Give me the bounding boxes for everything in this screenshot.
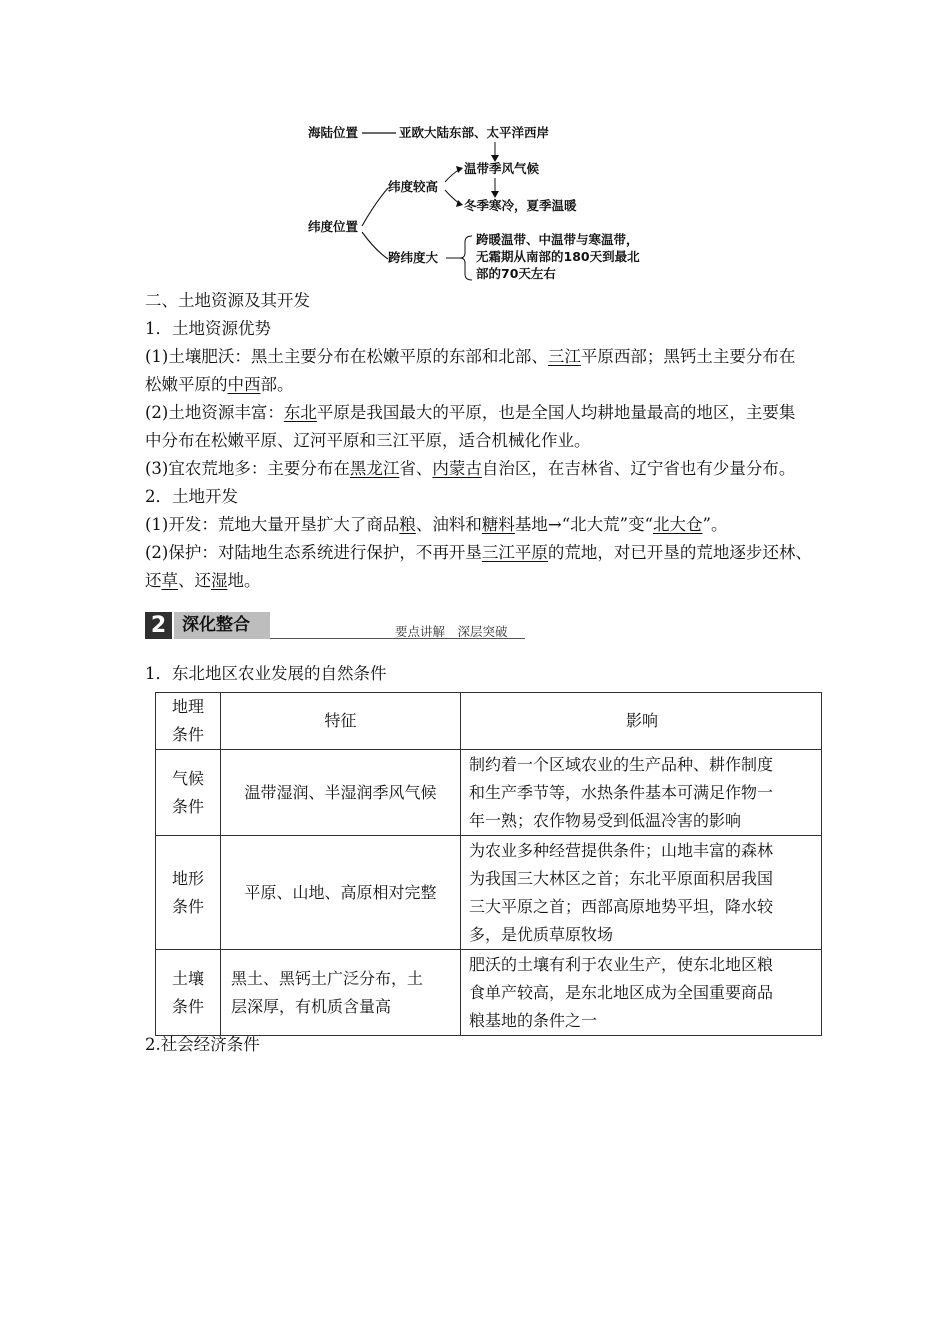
banner-number: 2: [145, 612, 172, 639]
subheading-land-advantages: 1．土地资源优势: [145, 319, 271, 338]
span-desc-line-1: 跨暖温带、中温带与寒温带，: [476, 232, 639, 247]
banner-title: 深化整合: [174, 612, 270, 639]
winter-summer-label: 冬季寒冷，夏季温暖: [464, 198, 577, 213]
header-cell-feature: 特征: [221, 693, 461, 750]
curly-brace: [460, 236, 472, 280]
latitude-position-label: 纬度位置: [308, 219, 359, 234]
answer-blank: 北大仓: [653, 515, 703, 534]
branch-lower: [362, 232, 388, 259]
table-row: [156, 750, 822, 836]
row-label-cell: 土壤 条件: [156, 950, 221, 1036]
feature-cell: 黑土、黑钙土广泛分布，土 层深厚，有机质含量高: [221, 950, 461, 1036]
paragraph-soil-fertile-line-1: (1)土壤肥沃：黑土主要分布在松嫩平原的东部和北部、三江平原西部；黑钙土主要分布在: [145, 347, 796, 366]
temperate-monsoon-label: 温带季风气候: [464, 161, 540, 176]
paragraph-land-rich-line-2: 中分布在松嫩平原、辽河平原和三江平原，适合机械化作业。: [145, 431, 591, 450]
answer-blank: 草: [161, 571, 178, 590]
row-label-cell: 气候 条件: [156, 750, 221, 836]
table-header-row: [156, 693, 822, 750]
answer-blank: 中西: [227, 375, 261, 394]
answer-blank: 黑龙江: [349, 459, 400, 478]
paragraph-protection-line-2: 还草、还湿地。: [145, 571, 261, 590]
answer-blank: 三江平原: [481, 543, 548, 562]
paragraph-land-rich-line-1: (2)土地资源丰富：东北平原是我国最大的平原，也是全国人均耕地量最高的地区，主要集: [145, 403, 796, 422]
table-row: [156, 836, 822, 950]
answer-blank: 内蒙古: [432, 459, 482, 478]
answer-blank: 三江: [547, 347, 581, 366]
natural-conditions-table: [155, 692, 822, 1036]
feature-cell: 平原、山地、高原相对完整: [221, 836, 461, 950]
location-diagram: [300, 118, 660, 288]
span-desc-line-3: 部的70天左右: [476, 266, 556, 281]
answer-blank: 湿: [211, 571, 228, 590]
paragraph-protection-line-1: (2)保护：对陆地生态系统进行保护，不再开垦三江平原的荒地，对已开垦的荒地逐步还林、: [145, 543, 812, 562]
impact-cell: 为农业多种经营提供条件；山地丰富的森林 为我国三大林区之首；东北平原面积居我国 三大平原之首；西部高原地势平坦，降水较 多，是优质草原牧场: [461, 836, 822, 950]
next-section-caption: 2.社会经济条件: [145, 1035, 260, 1054]
section-heading: 二、土地资源及其开发: [145, 291, 310, 310]
paragraph-soil-fertile-line-2: 松嫩平原的中西部。: [145, 375, 294, 394]
banner-subtitle: 要点讲解 深层突破: [395, 624, 508, 639]
answer-blank: 糖料: [481, 515, 515, 534]
sea-land-position-label: 海陆位置: [308, 125, 359, 140]
table-caption: 1．东北地区农业发展的自然条件: [145, 664, 387, 683]
paragraph-wasteland: (3)宜农荒地多：主要分布在黑龙江省、内蒙古自治区，在吉林省、辽宁省也有少量分布。: [145, 459, 796, 478]
row-label-cell: 地形 条件: [156, 836, 221, 950]
branch-upper: [362, 188, 388, 226]
sea-land-desc: 亚欧大陆东部、太平洋西岸: [399, 125, 550, 140]
feature-cell: 温带湿润、半湿润季风气候: [221, 750, 461, 836]
impact-cell: 肥沃的土壤有利于农业生产，使东北地区粮 食单产较高，是东北地区成为全国重要商品 粮基地的条件之一: [461, 950, 822, 1036]
arrowhead-3: [456, 166, 463, 173]
answer-blank: 粮: [399, 515, 416, 534]
impact-cell: 制约着一个区域农业的生产品种、耕作制度 和生产季节等，水热条件基本可满足作物一 年一熟；农作物易受到低温冷害的影响: [461, 750, 822, 836]
answer-blank: 东北: [283, 403, 317, 422]
section-banner: [145, 612, 525, 642]
subheading-land-development: 2．土地开发: [145, 487, 238, 506]
header-cell-impact: 影响: [461, 693, 822, 750]
span-desc-line-2: 无霜期从南部的180天到最北: [476, 249, 640, 264]
wide-span-label: 跨纬度大: [388, 250, 439, 265]
table-row: [156, 950, 822, 1036]
paragraph-development: (1)开发：荒地大量开垦扩大了商品粮、油料和糖料基地→“北大荒”变“北大仓”。: [145, 515, 728, 534]
high-latitude-label: 纬度较高: [388, 179, 439, 194]
header-cell-condition: 地理 条件: [156, 693, 221, 750]
